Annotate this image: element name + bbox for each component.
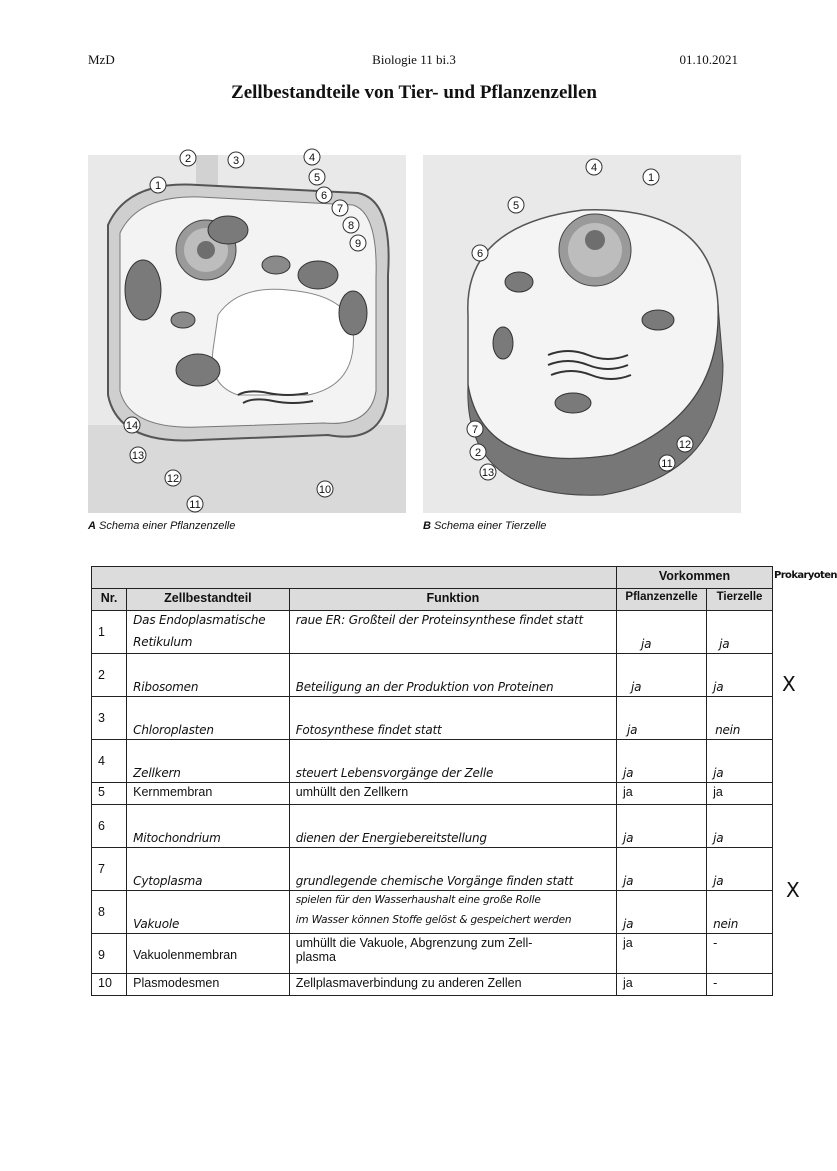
margin-x-mark: X xyxy=(782,672,796,696)
header-funktion: Funktion xyxy=(289,589,616,611)
svg-text:1: 1 xyxy=(647,172,655,184)
svg-text:2: 2 xyxy=(474,447,482,459)
svg-text:13: 13 xyxy=(131,450,145,462)
svg-text:8: 8 xyxy=(347,220,355,232)
svg-text:7: 7 xyxy=(471,424,479,436)
svg-text:5: 5 xyxy=(313,172,321,184)
margin-x-mark: X xyxy=(786,878,800,902)
margin-note-prokaryoten: Prokaryoten xyxy=(774,570,837,581)
svg-text:14: 14 xyxy=(125,420,139,432)
svg-text:5: 5 xyxy=(512,200,520,212)
table-row: 1 Das Endoplasmatische Retikulum raue ER: Großteil der Proteinsynthese findet statt ja ja xyxy=(92,611,773,654)
svg-text:3: 3 xyxy=(232,155,240,167)
table-row: 6 Mitochondrium dienen der Energiebereitstellung ja ja xyxy=(92,805,773,848)
header-course: Biologie 11 bi.3 xyxy=(372,52,456,67)
caption-b: B Schema einer Tierzelle xyxy=(423,520,547,532)
svg-text:7: 7 xyxy=(336,203,344,215)
header-nr: Nr. xyxy=(92,589,127,611)
svg-text:6: 6 xyxy=(476,248,484,260)
page-title: Zellbestandteile von Tier- und Pflanzenzellen xyxy=(231,82,597,103)
svg-text:11: 11 xyxy=(661,458,673,470)
svg-text:11: 11 xyxy=(189,499,201,511)
cell-components-table xyxy=(91,566,773,996)
header-pflanzenzelle: Pflanzenzelle xyxy=(617,589,707,611)
header-vorkommen: Vorkommen xyxy=(617,567,773,589)
animal-cell-diagram xyxy=(423,155,741,513)
svg-text:4: 4 xyxy=(590,162,598,174)
table-row: 8 Vakuole spielen für den Wasserhaushalt eine große Rolle im Wasser können Stoffe gelöst & gespeichert werden ja nein xyxy=(92,891,773,934)
caption-a: A Schema einer Pflanzenzelle xyxy=(88,520,236,532)
svg-text:12: 12 xyxy=(678,439,692,451)
plant-cell-diagram xyxy=(88,152,406,513)
table-row: 4 Zellkern steuert Lebensvorgänge der Zelle ja ja xyxy=(92,740,773,783)
table-header-blank xyxy=(92,567,617,589)
table-row: 10 Plasmodesmen Zellplasmaverbindung zu anderen Zellen ja - xyxy=(92,974,773,996)
table-row: 9 Vakuolenmembran umhüllt die Vakuole, Abgrenzung zum Zell- plasma ja - xyxy=(92,934,773,974)
svg-text:9: 9 xyxy=(354,238,362,250)
svg-text:2: 2 xyxy=(184,153,192,165)
table-row: 2 Ribosomen Beteiligung an der Produktion von Proteinen ja ja xyxy=(92,654,773,697)
table-row: 3 Chloroplasten Fotosynthese findet statt ja nein xyxy=(92,697,773,740)
header-tierzelle: Tierzelle xyxy=(707,589,773,611)
header-bestandteil: Zellbestandteil xyxy=(127,589,290,611)
svg-text:12: 12 xyxy=(166,473,180,485)
svg-text:6: 6 xyxy=(320,190,328,202)
svg-text:4: 4 xyxy=(308,152,316,164)
svg-text:10: 10 xyxy=(318,484,332,496)
label-1: 1 xyxy=(154,180,162,192)
table-row: 7 Cytoplasma grundlegende chemische Vorgänge finden statt ja ja xyxy=(92,848,773,891)
svg-text:13: 13 xyxy=(481,467,495,479)
header-author: MzD xyxy=(88,52,115,67)
header-date: 01.10.2021 xyxy=(679,52,738,67)
table-row: 5 Kernmembran umhüllt den Zellkern ja ja xyxy=(92,783,773,805)
